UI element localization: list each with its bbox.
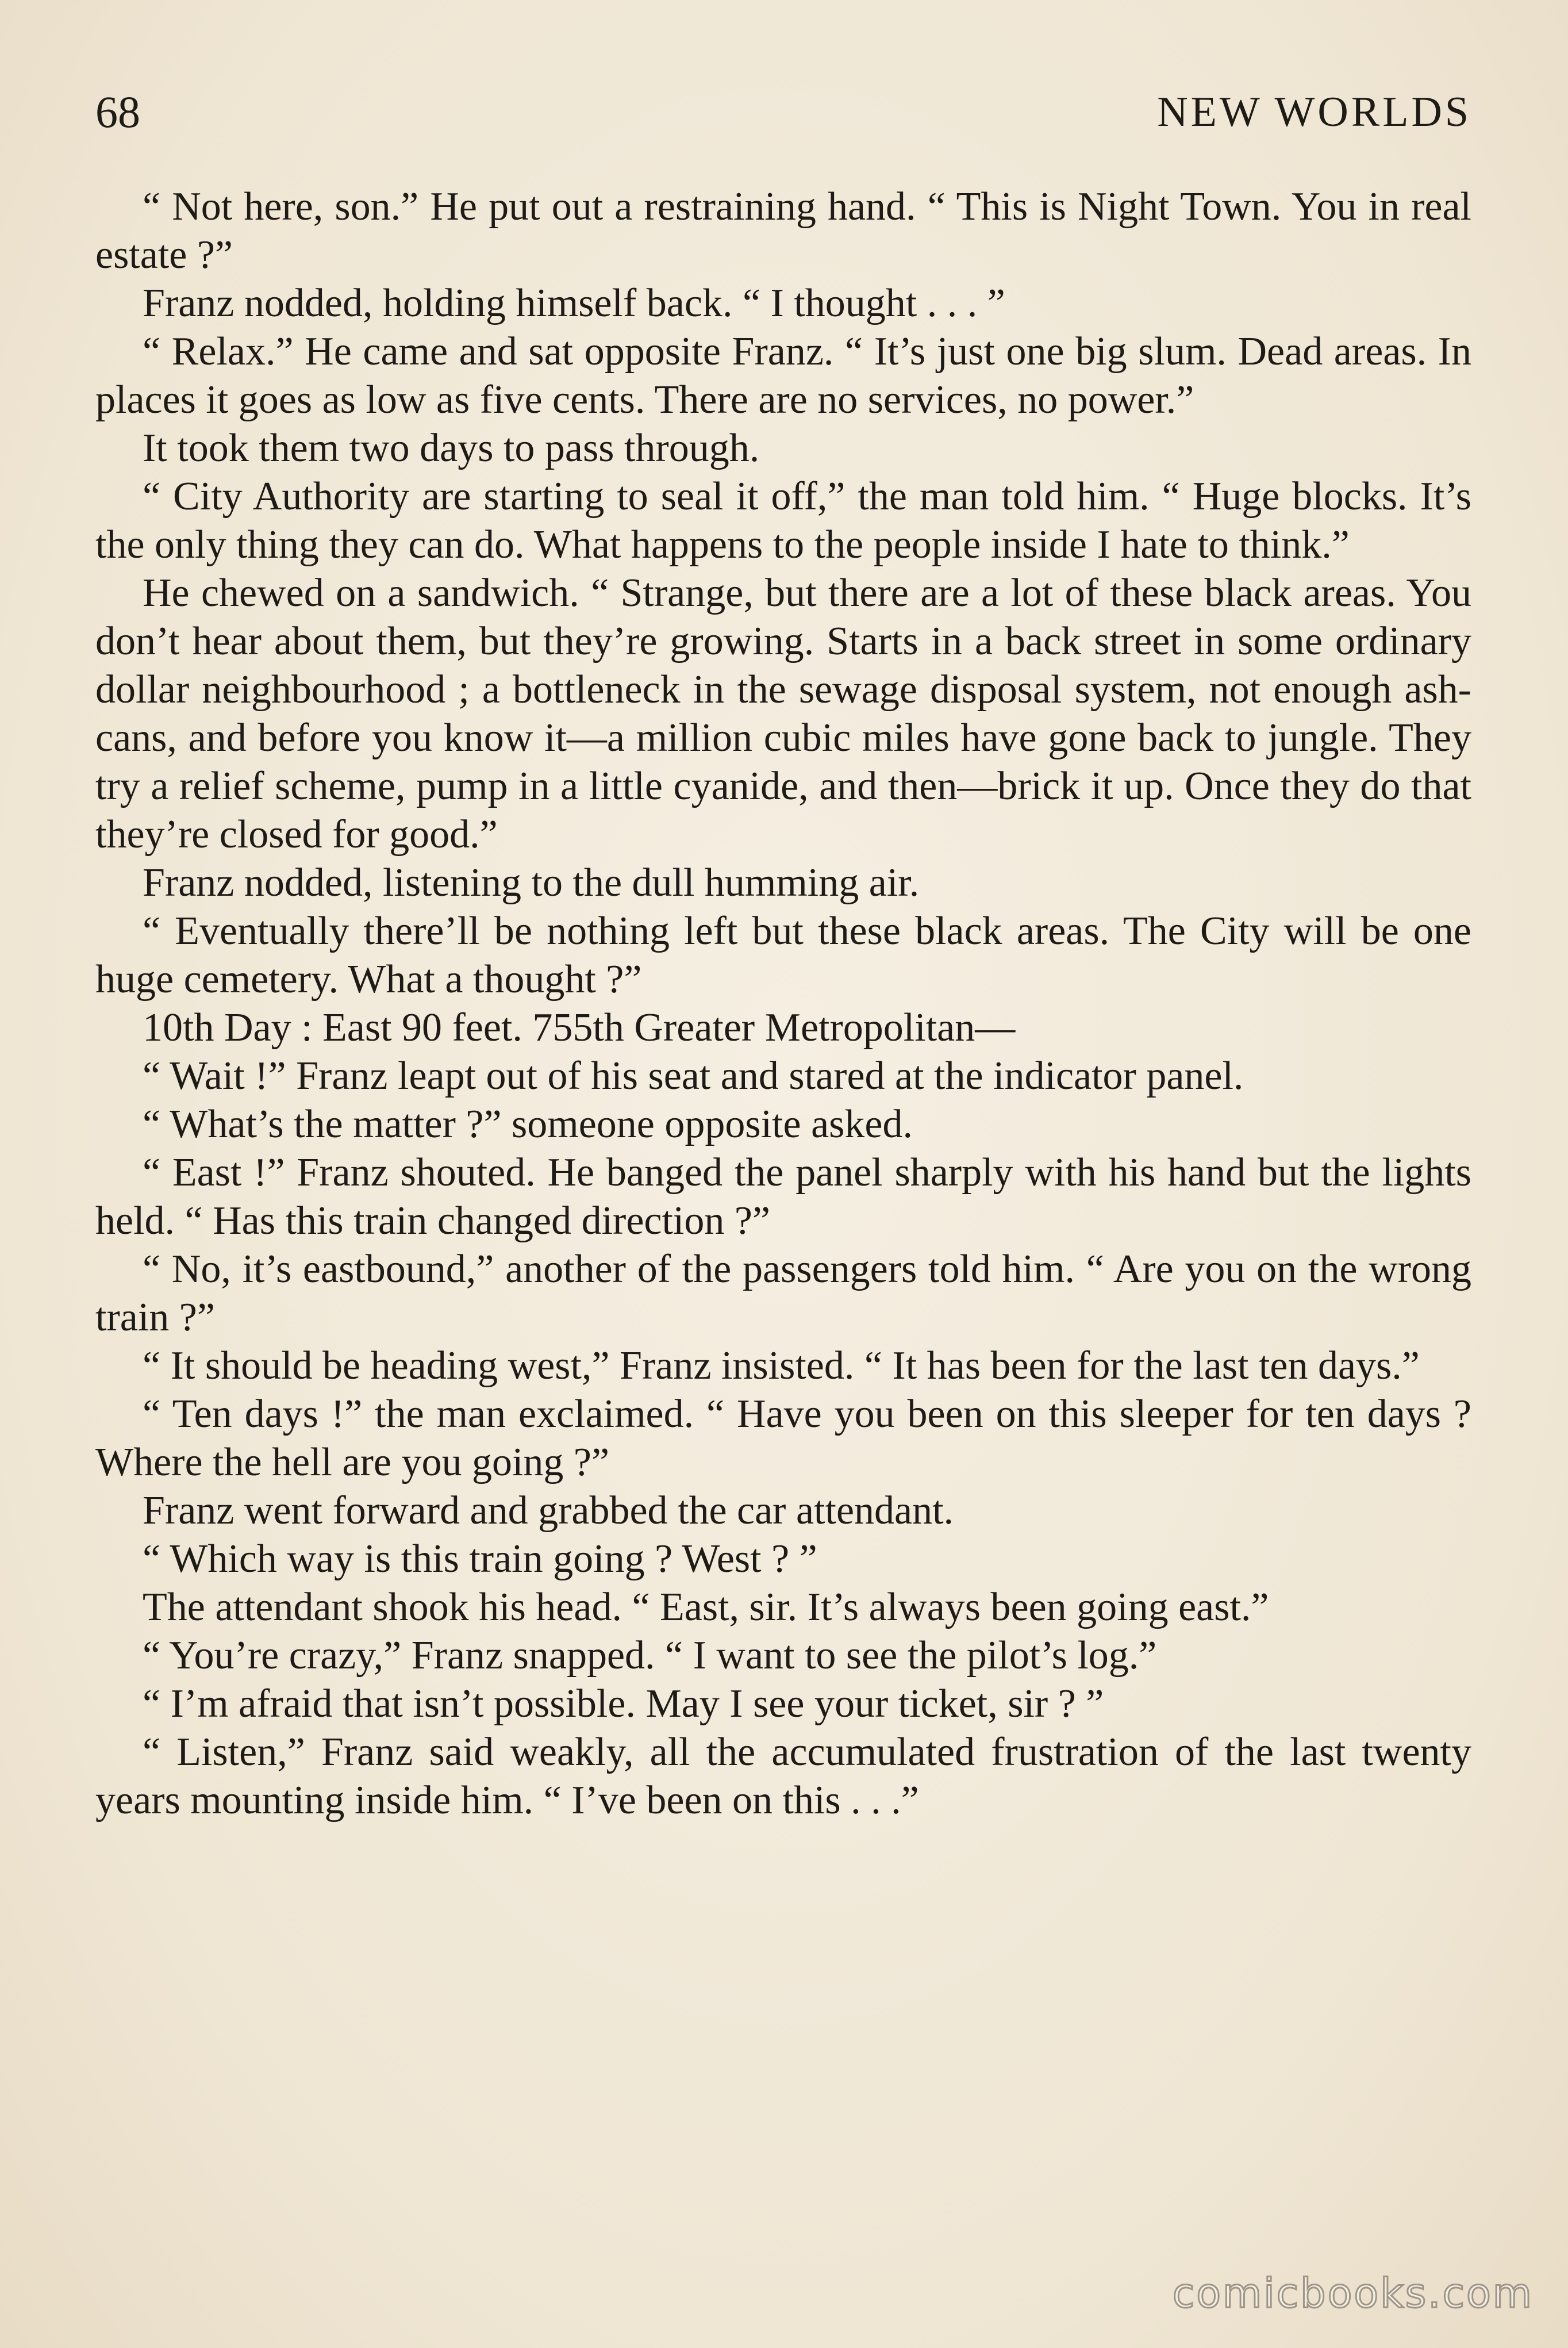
page-header	[95, 80, 1471, 144]
paragraph: “ Ten days !” the man exclaimed. “ Have you been on this sleeper for ten days ? Where the hell are you going ?”	[95, 1392, 1471, 1484]
paragraph: “ I’m afraid that isn’t possible. May I see your ticket, sir ? ”	[143, 1682, 1104, 1726]
running-head: NEW WORLDS	[1157, 89, 1471, 136]
paragraph: “ Which way is this train going ? West ? ”	[143, 1537, 817, 1581]
paragraph: Franz went forward and grabbed the car attendant.	[143, 1488, 954, 1533]
paragraph: “ City Authority are starting to seal it off,” the man told him. “ Huge blocks. It’s the only thing they can do. What happens to the people inside I hate to think.”	[95, 474, 1471, 567]
paragraph: “ No, it’s eastbound,” another of the passengers told him. “ Are you on the wrong train ?”	[95, 1247, 1471, 1340]
paragraph: Franz nodded, listening to the dull humming air.	[143, 861, 920, 905]
paragraph: He chewed on a sandwich. “ Strange, but there are a lot of these black areas. You don’t hear about them, but they’re growing. Starts in a back street in some ordinary dollar neighbourhood ; a bottleneck in the sewage disposal system, not enough ash-cans, and before you know it—a million cubic miles have gone back to jungle. They try a relief scheme, pump in a little cyanide, and then—brick it up. Once they do that they’re closed for good.”	[95, 571, 1471, 857]
paragraph: “ Listen,” Franz said weakly, all the accumulated frustration of the last twenty years mounting inside him. “ I’ve been on this . . .”	[95, 1730, 1471, 1823]
section-heading: 10th Day : East 90 feet. 755th Greater Metropolitan—	[143, 1006, 1016, 1050]
paragraph: “ East !” Franz shouted. He banged the panel sharply with his hand but the lights held. “ Has this train changed direction ?”	[95, 1150, 1471, 1243]
paragraph: “ What’s the matter ?” someone opposite asked.	[143, 1102, 913, 1146]
paragraph: It took them two days to pass through.	[143, 426, 760, 470]
paragraph: “ Eventually there’ll be nothing left but these black areas. The City will be one huge cemetery. What a thought ?”	[95, 909, 1471, 1002]
paragraph: “ Not here, son.” He put out a restraining hand. “ This is Night Town. You in real estate ?”	[95, 185, 1471, 277]
paragraph: “ Wait !” Franz leapt out of his seat and stared at the indicator panel.	[143, 1054, 1244, 1098]
paragraph: Franz nodded, holding himself back. “ I thought . . . ”	[143, 281, 1005, 325]
paragraph: The attendant shook his head. “ East, sir. It’s always been going east.”	[143, 1585, 1269, 1629]
watermark-text: comicbooks.com	[1172, 2270, 1534, 2317]
paragraph: “ It should be heading west,” Franz insisted. “ It has been for the last ten days.”	[143, 1344, 1420, 1388]
paragraph: “ You’re crazy,” Franz snapped. “ I want to see the pilot’s log.”	[143, 1633, 1157, 1678]
paragraph: “ Relax.” He came and sat opposite Franz. “ It’s just one big slum. Dead areas. In places it goes as low as five cents. There are no services, no power.”	[95, 329, 1471, 422]
body-text	[95, 183, 1471, 1825]
page-number: 68	[95, 87, 140, 137]
